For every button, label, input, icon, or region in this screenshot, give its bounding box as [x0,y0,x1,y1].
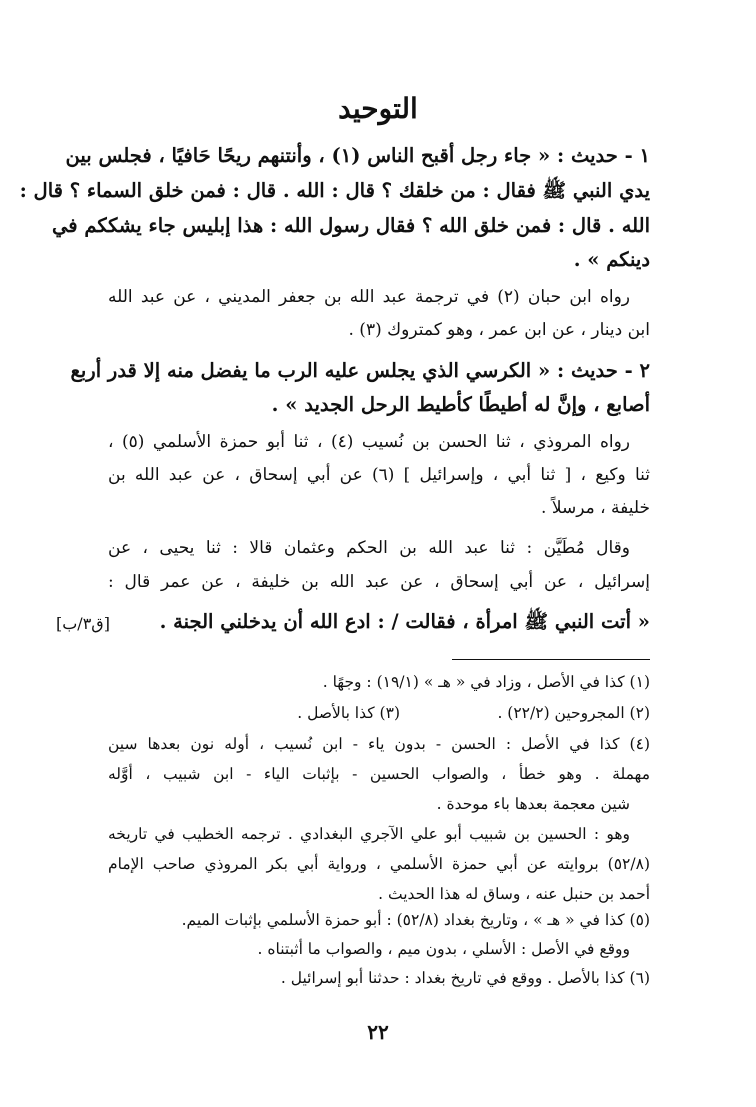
narration-2-line-1: رواه المروذي ، ثنا الحسن بن نُسيب (٤) ، ثنا أبو حمزة الأسلمي (٥) ، [108,432,630,452]
footnote-4-line-1: (٤) كذا في الأصل : الحسن - بدون ياء - ابن نُسيب ، أوله نون بعدها سين [108,735,650,753]
footnote-4-line-6: أحمد بن حنبل عنه ، وساق له هذا الحديث . [378,885,650,903]
footnote-4-line-3: شين معجمة بعدها باء موحدة . [436,795,630,813]
hadith-1-line-1: ١ - حديث : « جاء رجل أقبح الناس (١) ، وأنتنهم ريحًا حَافيًا ، فجلس بين [65,144,650,167]
footnote-divider [452,659,650,660]
manuscript-folio-marker: [ق٣/ب] [56,614,110,633]
footnote-3: (٣) كذا بالأصل . [297,704,400,722]
footnote-4-line-5: (٥٢/٨) بروايته عن أبي حمزة الأسلمي ، ورواية أبي بكر المروذي صاحب الإمام [108,855,650,873]
footnote-6: (٦) كذا بالأصل . ووقع في تاريخ بغداد : حدثنا أبو إسرائيل . [280,969,650,987]
narration-3-line-2: إسرائيل ، عن أبي إسحاق ، عن عبد الله بن خليفة ، عن عمر قال : [108,572,650,592]
hadith-1-line-2: يدي النبي ﷺ فقال : من خلقك ؟ قال : الله . قال : فمن خلق السماء ؟ قال : [19,179,650,202]
hadith-1-line-3: الله . قال : فمن خلق الله ؟ فقال رسول الله : هذا إبليس جاء يشككم في [52,214,650,237]
hadith-3-line: « أتت النبي ﷺ امرأة ، فقالت / : ادع الله أن يدخلني الجنة . [159,610,650,633]
narration-1-line-2: ابن دينار ، عن ابن عمر ، وهو كمتروك (٣) . [348,320,650,340]
hadith-2-line-1: ٢ - حديث : « الكرسي الذي يجلس عليه الرب ما يفضل منه إلا قدر أربع [70,359,650,382]
narration-3-line-1: وقال مُطَيَّن : ثنا عبد الله بن الحكم وعثمان قالا : ثنا يحيى ، عن [108,538,630,558]
footnotes-2-3-row [108,706,650,726]
chapter-heading: التوحيد [338,92,418,125]
footnote-5-line-1: (٥) كذا في « هـ » ، وتاريخ بغداد (٥٢/٨) : أبو حمزة الأسلمي بإثبات الميم. [181,911,650,929]
footnote-5-line-2: ووقع في الأصل : الأسلي ، بدون ميم ، والصواب ما أثبتناه . [257,940,630,958]
footnote-4-line-4: وهو : الحسين بن شبيب أبو علي الآجري البغدادي . ترجمه الخطيب في تاريخه [108,825,630,843]
footnote-2: (٢) المجروحين (٢٢/٢) . [497,704,650,722]
narration-1-line-1: رواه ابن حبان (٢) في ترجمة عبد الله بن جعفر المديني ، عن عبد الله [108,287,631,307]
hadith-2-line-2: أصابع ، وإنَّ له أطيطًا كأطيط الرحل الجديد » . [271,393,650,416]
hadith-1-line-4: دينكم » . [573,248,650,271]
footnote-4-line-2: مهملة . وهو خطأ ، والصواب الحسين - بإثبات الياء - ابن شبيب ، أوَّله [108,765,650,783]
narration-2-line-2: ثنا وكيع ، [ ثنا أبي ، وإسرائيل ] (٦) عن أبي إسحاق ، عن عبد الله بن [108,465,650,485]
page-number: ٢٢ [367,1020,389,1044]
footnote-1: (١) كذا في الأصل ، وزاد في « هـ » (١٩/١) : وجهًا . [322,673,650,691]
narration-2-line-3: خليفة ، مرسلاً . [541,498,650,518]
